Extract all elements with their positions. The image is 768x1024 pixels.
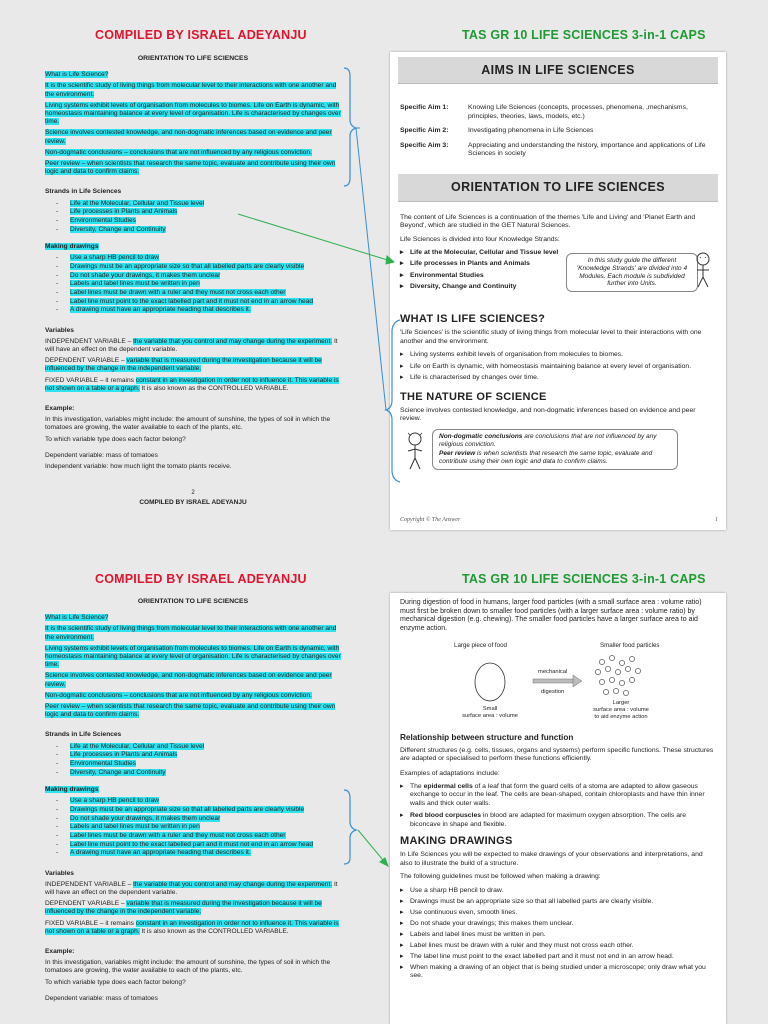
drawings-intro: In Life Sciences you will be expected to make drawings of your observations and interpretations, and also to illustrate the build of a structure.	[400, 851, 703, 867]
list-item: ▸ Life is characterised by changes over time.	[410, 374, 716, 382]
list-item: - A drawing must have an appropriate heading that describes it.	[70, 306, 341, 314]
levels-text: Living systems exhibit levels of organisation from molecules to biomes. Life on Earth is dynamic, with homeostasis maintaining balance at every level of organisation. Life is characterised by changes over time.	[45, 644, 341, 669]
list-item: - Diversity, Change and Continuity	[70, 226, 341, 234]
fixed-variable: FIXED VARIABLE – it remains constant in an investigation in order not to influence it. This variable is not shown on a table or a graph. It is also known as the CONTROLLED VARIABLE.	[45, 376, 339, 392]
example-heading: Example:	[45, 405, 75, 412]
list-item: ▸ Living systems exhibit levels of organisation from molecules to biomes.	[410, 351, 716, 359]
strands-heading: Strands in Life Sciences	[45, 188, 122, 196]
relation-text: Different structures (e.g. cells, tissues, organs and systems) perform specific functions. These structures are adapted or specialised to perform these functions efficiently.	[400, 746, 714, 763]
list-item: - Label lines must be drawn with a ruler and they must not cross each other	[70, 832, 341, 840]
example-heading: Example:	[45, 948, 75, 955]
levels-text: Living systems exhibit levels of organisation from molecules to biomes. Life on Earth is dynamic, with homeostasis maintaining balance at every level of organisation. Life is characterised by changes over time.	[45, 101, 341, 126]
variables-heading: Variables	[45, 869, 74, 877]
aim-row: Specific Aim 1: Knowing Life Sciences (concepts, processes, phenomena, ,mechanisms, principles, theories, laws, models, etc.)	[400, 104, 688, 120]
list-item: ▸ Labels and label lines must be written in pen.	[410, 931, 716, 939]
definitions-callout: Non-dogmatic conclusions are conclusions that are not influenced by any religious conviction. Peer review is when scientists that research the same topic, evaluate and contribute using their own logic and data to confirm claims.	[432, 429, 678, 470]
footer: COMPILED BY ISRAEL ADEYANJU	[139, 499, 247, 507]
what-is-definition: It is the scientific study of living things from molecular level to their interactions with one another and the environment.	[45, 625, 337, 641]
independent-example: Independent variable: how much light the tomato plants receive.	[45, 463, 232, 471]
aims-banner: AIMS IN LIFE SCIENCES	[398, 57, 718, 84]
list-item: ▸ Drawings must be an appropriate size so that all labelled parts are clearly visible.	[410, 898, 716, 906]
peer-review-text: Peer review – when scientists that research the same topic, evaluate and contribute using their own logic and data to confirm claims.	[45, 160, 336, 176]
copyright: Copyright © The Answer	[400, 516, 461, 523]
page-number: 2	[191, 490, 195, 497]
independent-variable: INDEPENDENT VARIABLE – the variable that you control and may change during the experiment. It will have an effect on the dependent variable.	[45, 880, 338, 896]
independent-variable: INDEPENDENT VARIABLE – the variable that you control and may change during the experiment. It will have an effect on the dependent variable.	[45, 337, 338, 353]
notes-title: ORIENTATION TO LIFE SCIENCES	[137, 598, 249, 605]
example-text: In this investigation, variables might include: the amount of sunshine, the types of soil in which the tomatoes are growing, the water available to each of the plants, etc.	[45, 416, 331, 432]
list-item: - A drawing must have an appropriate heading that describes it.	[70, 849, 341, 857]
nature-heading: THE NATURE OF SCIENCE	[400, 390, 547, 403]
notes-title: ORIENTATION TO LIFE SCIENCES	[137, 55, 249, 62]
drawings-heading: Making drawings	[45, 785, 99, 793]
list-item: ▸ Environmental Studies	[410, 272, 570, 280]
orientation-banner: ORIENTATION TO LIFE SCIENCES	[398, 174, 718, 201]
list-item: - Life processes in Plants and Animals	[70, 208, 341, 216]
aim-row: Specific Aim 2: Investigating phenomena in Life Sciences	[400, 127, 594, 135]
digestion-label: digestion	[541, 689, 565, 696]
list-item: - Do not shade your drawings, it makes them unclear	[70, 815, 341, 823]
series-title-header: TAS GR 10 LIFE SCIENCES 3-in-1 CAPS	[462, 572, 706, 586]
dependent-variable: DEPENDENT VARIABLE – variable that is measured during the investigation because it will be influenced by the change in the independent variable.	[45, 900, 322, 916]
list-item: - Label lines must be drawn with a ruler and they must not cross each other	[70, 289, 341, 297]
list-item: - Labels and label lines must be written in pen	[70, 823, 341, 831]
science-text: Science involves contested knowledge, and non-dogmatic inferences based on evidence and peer review.	[45, 129, 332, 145]
what-is-text: 'Life Sciences' is the scientific study of living things from molecular level to their interactions with one another and the environment.	[400, 329, 702, 345]
list-item: ▸ Red blood corpuscles in blood are adapted for maximum oxygen absorption. The cells are biconcave in shape and flexible.	[410, 812, 716, 829]
large-piece-label: Large piece of food	[454, 642, 507, 650]
intro-text: The content of Life Sciences is a continuation of the themes 'Life and Living' and 'Planet Earth and Beyond', which are studied in the GET Natural Sciences.	[400, 213, 696, 230]
relation-heading: Relationship between structure and function	[400, 733, 574, 743]
small-sa-caption: Small surface area : volume	[462, 706, 518, 719]
aim-row: Specific Aim 3: Appreciating and understanding the history, importance and applications of Life Sciences in society	[400, 141, 706, 158]
list-item: - Environmental Studies	[70, 760, 341, 768]
list-item: - Life processes in Plants and Animals	[70, 751, 341, 759]
list-item: - Diversity, Change and Continuity	[70, 769, 341, 777]
list-item: - Drawings must be an appropriate size so that all labelled parts are clearly visible	[70, 806, 341, 814]
digestion-text: During digestion of food in humans, larger food particles (with a small surface area : volume ratio) must first be broken down to smaller food particles (with a larger surface area : volume ratio) by mechanical digestion (e.g. chewing). The smaller food particles have a larger surface area to aid enzyme action.	[400, 599, 702, 632]
non-dogmatic-text: Non-dogmatic conclusions – conclusions that are not influenced by any religious conviction.	[45, 691, 312, 699]
what-is-heading: WHAT IS LIFE SCIENCES?	[400, 313, 546, 326]
list-item: - Label line must point to the exact labelled part and it must not end in an arrow head	[70, 841, 341, 849]
science-text: Science involves contested knowledge, and non-dogmatic inferences based on evidence and peer review.	[45, 672, 332, 688]
what-is-heading: What is Life Science?	[45, 614, 109, 622]
what-is-definition: It is the scientific study of living things from molecular level to their interactions with one another and the environment.	[45, 82, 337, 98]
list-item: - Use a sharp HB pencil to draw	[70, 254, 341, 262]
list-item: ▸ The epidermal cells of a leaf that form the guard cells of a stoma are adapted to allow gaseous exchange to occur in the leaf. The cells are bean-shaped, contain chloroplasts and have thin inner walls and thick outer walls.	[410, 783, 716, 808]
large-sa-caption: Larger surface area : volume to aid enzyme action	[593, 700, 649, 720]
list-item: - Label line must point to the exact labelled part and it must not end in an arrow head	[70, 298, 341, 306]
list-item: ▸ Use continuous even, smooth lines.	[410, 909, 716, 917]
what-is-heading: What is Life Science?	[45, 71, 109, 79]
list-item: ▸ Life processes in Plants and Animals	[410, 260, 570, 268]
blue-bracket-icon	[344, 68, 400, 864]
list-item: ▸ Life on Earth is dynamic, with homeostasis maintaining balance at every level of organisation.	[410, 363, 716, 371]
blue-arrow-icon	[356, 128, 386, 410]
list-item: - Environmental Studies	[70, 217, 341, 225]
smaller-particles-label: Smaller food particles	[600, 642, 660, 650]
examples-intro: Examples of adaptations include:	[400, 769, 500, 777]
list-item: ▸ Label lines must be drawn with a ruler and they must not cross each other.	[410, 942, 716, 950]
list-item: - Life at the Molecular, Cellular and Tissue level	[70, 743, 341, 751]
list-item: ▸ Do not shade your drawings; this makes them unclear.	[410, 920, 716, 928]
dependent-variable: DEPENDENT VARIABLE – variable that is measured during the investigation because it will be influenced by the change in the independent variable.	[45, 357, 322, 373]
guidelines-text: The following guidelines must be followed when making a drawing:	[400, 873, 601, 881]
drawings-heading: Making drawings	[45, 242, 99, 250]
peer-review-text: Peer review – when scientists that research the same topic, evaluate and contribute using their own logic and data to confirm claims.	[45, 703, 336, 719]
variables-heading: Variables	[45, 326, 74, 334]
divided-text: Life Sciences is divided into four Knowledge Strands:	[400, 235, 560, 243]
dependent-example: Dependent variable: mass of tomatoes	[45, 451, 158, 459]
dependent-example: Dependent variable: mass of tomatoes	[45, 994, 158, 1002]
compiled-by-header: COMPILED BY ISRAEL ADEYANJU	[95, 572, 307, 586]
series-title-header: TAS GR 10 LIFE SCIENCES 3-in-1 CAPS	[462, 28, 706, 42]
list-item: - Drawings must be an appropriate size so that all labelled parts are clearly visible	[70, 263, 341, 271]
making-drawings-heading: MAKING DRAWINGS	[400, 835, 513, 848]
compiled-by-header: COMPILED BY ISRAEL ADEYANJU	[95, 28, 307, 42]
fixed-variable: FIXED VARIABLE – it remains constant in an investigation in order not to influence it. This variable is not shown on a table or a graph. It is also known as the CONTROLLED VARIABLE.	[45, 919, 339, 935]
page-number: 1	[715, 516, 718, 523]
list-item: - Use a sharp HB pencil to draw	[70, 797, 341, 805]
green-arrow-icon	[238, 128, 394, 866]
example-text: In this investigation, variables might include: the amount of sunshine, the types of soil in which the tomatoes are growing, the water available to each of the plants, etc.	[45, 959, 331, 975]
mechanical-label: mechanical	[538, 669, 568, 676]
list-item: - Do not shade your drawings, it makes them unclear	[70, 272, 341, 280]
list-item: ▸ Use a sharp HB pencil to draw.	[410, 887, 716, 895]
list-item: - Life at the Molecular, Cellular and Tissue level	[70, 200, 341, 208]
example-question: To which variable type does each factor belong?	[45, 435, 186, 443]
list-item: - Labels and label lines must be written in pen	[70, 280, 341, 288]
list-item: ▸ Diversity, Change and Continuity	[410, 283, 570, 291]
example-question: To which variable type does each factor belong?	[45, 978, 186, 986]
list-item: ▸ When making a drawing of an object that is being studied under a microscope; only draw what you see.	[410, 964, 716, 980]
strands-heading: Strands in Life Sciences	[45, 731, 122, 739]
non-dogmatic-text: Non-dogmatic conclusions – conclusions that are not influenced by any religious conviction.	[45, 148, 312, 156]
list-item: ▸ Life at the Molecular, Cellular and Tissue level	[410, 249, 570, 257]
list-item: ▸ The label line must point to the exact labelled part and it must not end in an arrow head.	[410, 953, 716, 961]
nature-text: Science involves contested knowledge, and non-dogmatic inferences based on evidence and peer review.	[400, 406, 696, 423]
strand-note-callout: In this study guide the different 'Knowledge Strands' are divided into 4 Modules. Each module is subdivided further into Units.	[566, 253, 698, 292]
